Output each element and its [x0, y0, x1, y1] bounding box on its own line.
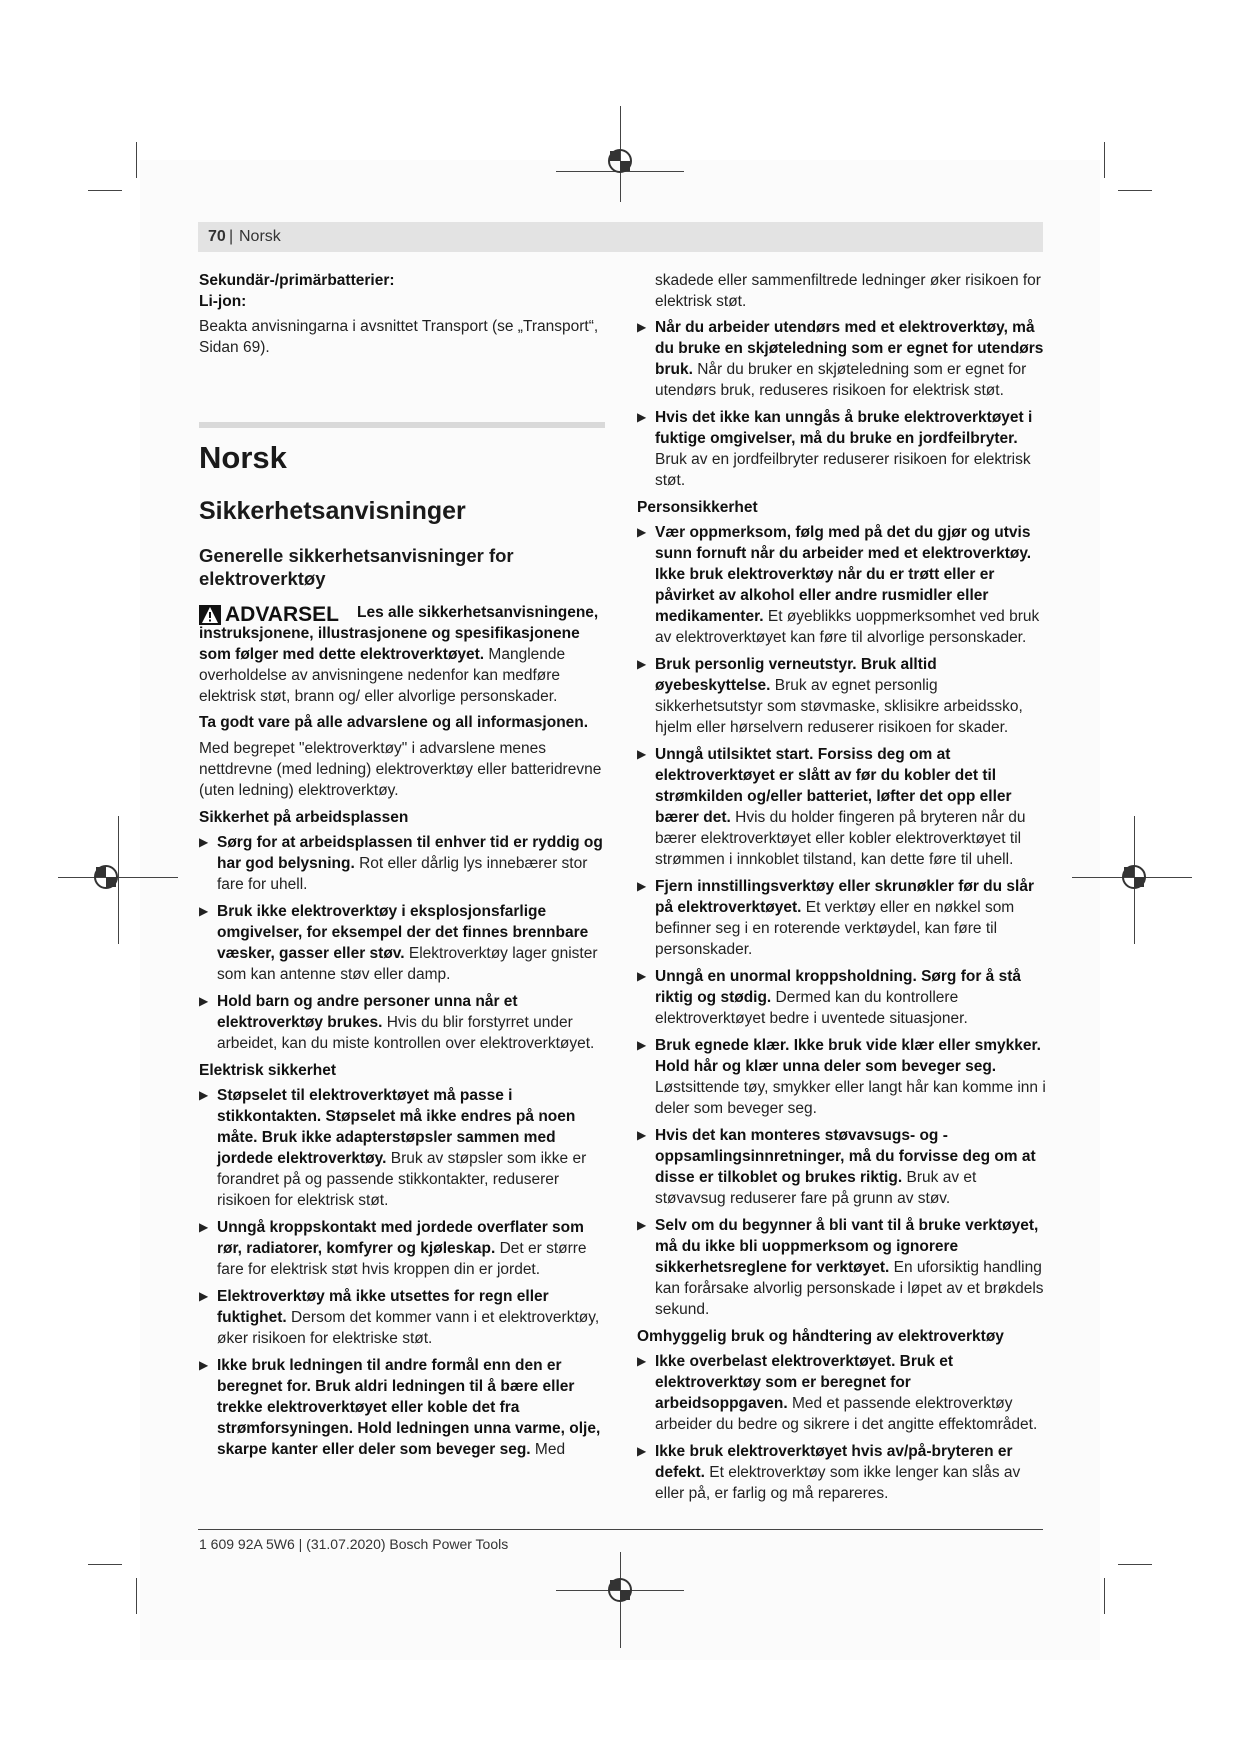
crop-mark — [1104, 1578, 1105, 1614]
bullet-icon: ▶ — [199, 1088, 209, 1102]
prev-heading: Sekundär-/primärbatterier: — [199, 272, 395, 289]
registration-mark-icon — [1122, 865, 1146, 889]
electrical-heading: Elektrisk sikkerhet — [199, 1062, 337, 1079]
list-item: ▶ Unngå kroppskontakt med jordede overflater som rør, radiatorer, komfyrer og kjøleskap. Det er større fare for elektrisk støt hvis kroppen din er jordet. — [199, 1219, 587, 1278]
list-item: ▶ Sørg for at arbeidsplassen til enhver tid er ryddig og har god belysning. Rot eller dårlig lys innebærer stor fare for uhell. — [199, 834, 603, 893]
footer-text: 1 609 92A 5W6 | (31.07.2020) Bosch Power Tools — [199, 1536, 509, 1552]
prev-text: Beakta anvisningarna i avsnittet Transport (se „Transport“, Sidan 69). — [199, 318, 599, 356]
bullet-icon: ▶ — [637, 969, 647, 983]
page-number: 70 — [208, 228, 226, 245]
crop-mark — [88, 1564, 122, 1565]
bullet-icon: ▶ — [199, 1220, 209, 1234]
list-item: ▶ Ikke bruk elektroverktøyet hvis av/på-bryteren er defekt. Et elektroverktøy som ikke lenger kan slås av eller på, er farlig og må repareres. — [637, 1443, 1021, 1502]
bullet-icon: ▶ — [637, 1354, 647, 1368]
left-column — [199, 270, 609, 1466]
handling-heading: Omhyggelig bruk og håndtering av elektroverktøy — [637, 1328, 1004, 1345]
warning-block — [199, 602, 609, 707]
list-item: ▶ Unngå en unormal kroppsholdning. Sørg for å stå riktig og stødig. Dermed kan du kontrollere elektroverktøyet bedre i uventede situasjoner. — [637, 968, 1021, 1027]
list-item: ▶ Hvis det kan monteres støvavsugs- og -oppsamlingsinnretninger, må du forvisse deg om at disse er tilkoblet og brukes riktig. Bruk av et støvavsug reduserer fare på grunn av støv. — [637, 1127, 1036, 1207]
bullet-icon: ▶ — [637, 747, 647, 761]
crop-mark — [1104, 142, 1105, 178]
registration-line — [118, 816, 119, 944]
list-item: ▶ Bruk personlig verneutstyr. Bruk alltid øyebeskyttelse. Bruk av egnet personlig sikkerhetsutstyr som støvmaske, sklisikre arbeidssko, hjelm eller hørselvern reduserer risikoen for skader. — [637, 656, 1023, 736]
crop-mark — [136, 1578, 137, 1614]
registration-mark-icon — [94, 865, 118, 889]
work-area-heading: Sikkerhet på arbeidsplassen — [199, 809, 409, 826]
bullet-icon: ▶ — [637, 1218, 647, 1232]
definition-text: Med begrepet "elektroverktøy" i advarslene menes nettdrevne (med ledning) elektroverktøy eller batteridrevne (uten ledning) elektroverktøy. — [199, 740, 602, 799]
page-header — [198, 222, 1043, 252]
personal-safety-heading: Personsikkerhet — [637, 499, 758, 516]
list-item: ▶ Unngå utilsiktet start. Forsiss deg om at elektroverktøyet er slått av før du kobler det til strømkilden og/eller batteriet, løfter det opp eller bærer det. Hvis du holder fingeren på bryteren når du bærer elektroverktøyet eller kobler elektroverktøyet til strømmen i innkoblet tilstand, kan dette føre til uhell. — [637, 746, 1026, 868]
bullet-icon: ▶ — [637, 657, 647, 671]
list-item: ▶ Støpselet til elektroverktøyet må passe i stikkontakten. Støpselet må ikke endres på noen måte. Bruk ikke adapterstøpsler sammen med jordede elektroverktøy. Bruk av støpsler som ikke er forandret på og passende stikkontakter, reduserer risikoen for elektrisk støt. — [199, 1087, 587, 1209]
right-column — [637, 270, 1047, 1510]
crop-mark — [1118, 1564, 1152, 1565]
warning-text: Manglende overholdelse av anvisningene nedenfor kan medføre elektrisk støt, brann og/ eller alvorlige personskader. — [199, 646, 566, 705]
bullet-icon: ▶ — [637, 1038, 647, 1052]
warning-label: ADVARSEL — [199, 604, 339, 625]
list-item: ▶ Selv om du begynner å bli vant til å bruke verktøyet, må du ikke bli uoppmerksom og ignorere sikkerhetsreglene for verktøyet. En uforsiktig handling kan forårsake alvorlig personskade i løpet av et brøkdels sekund. — [637, 1217, 1044, 1318]
bullet-icon: ▶ — [637, 525, 647, 539]
list-item: ▶ Ikke bruk ledningen til andre formål enn den er beregnet for. Bruk aldri ledningen til å bære eller trekke elektroverktøyet eller koble det fra strømforsyningen. Hold ledningen unna varme, olje, skarpe kanter eller deler som beveger seg. Med — [199, 1357, 601, 1458]
list-item: ▶ Når du arbeider utendørs med et elektroverktøy, må du bruke en skjøteledning som er egnet for utendørs bruk. Når du bruker en skjøteledning som er egnet for utendørs bruk, reduseres risikoen for elektrisk støt. — [637, 319, 1044, 399]
bullet-icon: ▶ — [637, 879, 647, 893]
bullet-icon: ▶ — [199, 904, 209, 918]
header-language: Norsk — [239, 228, 281, 245]
crop-mark — [88, 190, 122, 191]
bullet-icon: ▶ — [637, 320, 647, 334]
bullet-icon: ▶ — [199, 1289, 209, 1303]
footer-rule — [198, 1529, 1043, 1530]
bullet-icon: ▶ — [199, 1358, 209, 1372]
section-divider — [199, 422, 605, 428]
warning-triangle-icon — [199, 605, 221, 625]
crop-mark — [1118, 190, 1152, 191]
list-item: ▶ Fjern innstillingsverktøy eller skrunøkler før du slår på elektroverktøyet. Et verktøy eller en nøkkel som befinner seg i en roterende verktøydel, kan føre til personskader. — [637, 878, 1035, 958]
registration-mark-icon — [608, 149, 632, 173]
list-item: ▶ Vær oppmerksom, følg med på det du gjør og utvis sunn fornuft når du arbeider med et elektroverktøy. Ikke bruk elektroverktøy når du er trøtt eller er påvirket av alkohol eller andre rusmidler eller medikamenter. Et øyeblikks uoppmerksomhet ved bruk av elektroverktøyet kan føre til alvorlige personskader. — [637, 524, 1040, 646]
warning-bold-text: Les alle sikkerhetsanvisningene, instruksjonene, illustrasjonene og spesifikasjonene som følger med dette elektroverktøyet. — [199, 604, 599, 663]
registration-line — [58, 877, 178, 878]
list-item: ▶ Ikke overbelast elektroverktøyet. Bruk et elektroverktøy som er beregnet for arbeidsoppgaven. Med et passende elektroverktøy arbeider du bedre og sikrere i det angitte effektområdet. — [637, 1353, 1038, 1433]
bullet-icon: ▶ — [199, 994, 209, 1008]
continued-text: skadede eller sammenfiltrede ledninger øker risikoen for elektrisk støt. — [655, 272, 1041, 310]
subsection-title: Generelle sikkerhetsanvisninger for elektroverktøy — [199, 545, 514, 589]
section-title: Sikkerhetsanvisninger — [199, 497, 466, 525]
keep-all-notice: Ta godt vare på alle advarslene og all informasjonen. — [199, 714, 589, 731]
bullet-icon: ▶ — [199, 835, 209, 849]
list-item: ▶ Bruk egnede klær. Ikke bruk vide klær eller smykker. Hold hår og klær unna deler som beveger seg. Løstsittende tøy, smykker eller langt hår kan komme inn i deler som beveger seg. — [637, 1037, 1046, 1117]
bullet-icon: ▶ — [637, 410, 647, 424]
list-item: ▶ Hold barn og andre personer unna når et elektroverktøy brukes. Hvis du blir forstyrret under arbeidet, kan du miste kontrollen over elektroverktøyet. — [199, 993, 595, 1052]
language-title: Norsk — [199, 440, 287, 475]
list-item: ▶ Bruk ikke elektroverktøy i eksplosjonsfarlige omgivelser, for eksempel der det finnes brennbare væsker, gasser eller støv. Elektroverktøy lager gnister som kan antenne støv eller damp. — [199, 903, 598, 983]
crop-mark — [136, 142, 137, 178]
bullet-icon: ▶ — [637, 1444, 647, 1458]
bullet-icon: ▶ — [637, 1128, 647, 1142]
list-item: ▶ Hvis det ikke kan unngås å bruke elektroverktøyet i fuktige omgivelser, må du bruke en jordfeilbryter. Bruk av en jordfeilbryter reduserer risikoen for elektrisk støt. — [637, 409, 1033, 489]
prev-subheading: Li-jon: — [199, 293, 247, 310]
header-separator: | — [229, 228, 234, 245]
list-item: ▶ Elektroverktøy må ikke utsettes for regn eller fuktighet. Dersom det kommer vann i et elektroverktøy, øker risikoen for elektriske støt. — [199, 1288, 600, 1347]
registration-mark-icon — [608, 1578, 632, 1602]
